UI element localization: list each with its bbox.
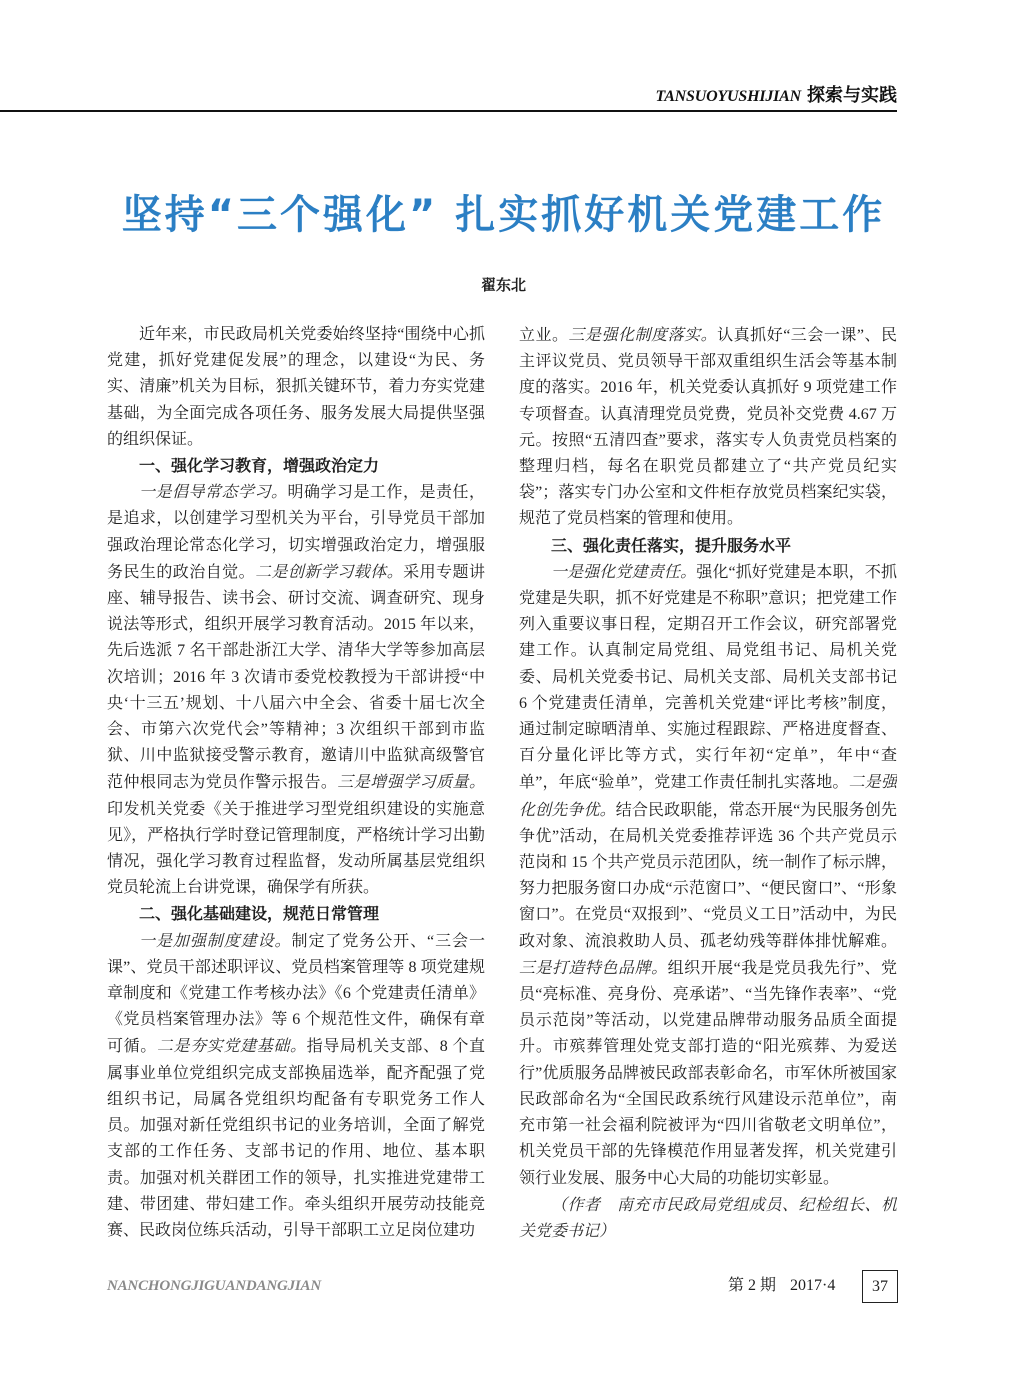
body-text: 结合民政职能，常态开展“为民服务创先争优”活动，在局机关党委推荐评选 36 个共产党员示范岗和 15 个共产党员示范团队，统一制作了标示牌，努力把服务窗口办成“示范窗口”、“便民窗口”、“形象窗口”。在党员“双报到”、“党员义工日”活动中，为民政对象、流浪救助人员、孤老幼残等群体排忧解难。 xyxy=(519,801,897,950)
page-header xyxy=(656,84,897,108)
body-text: 制定了党务公开、“三会一课”、党员干部述职评议、党员档案管理等 8 项党建规章制度和《党建工作考核办法》《6 个党建责任清单》《党员档案管理办法》等 6 个规范性文件，确保有章可循。 xyxy=(107,932,485,1056)
body-text: 采用专题讲座、辅导报告、读书会、研讨交流、调查研究、现身说法等形式，组织开展学习教育活动。2015 年以来，先后选派 7 名干部赴浙江大学、清华大学等参加高层次培训；2016 年 3 次请市委党校教授为干部讲授“中央‘十三五’规划、十八届六中全会、省委十届七次全会、市第六次党代会”等精神；3 次组织干部到市监狱、川中监狱接受警示教育，邀请川中监狱高级警官范仲根同志为党员作警示报告。 xyxy=(107,563,485,792)
section-3-paragraph xyxy=(519,559,897,1192)
issue-number: 第 2 期 xyxy=(728,1277,777,1294)
header-column-name: 探索与实践 xyxy=(807,85,897,106)
emphasis-text: 三是强化制度落实。 xyxy=(568,325,718,344)
emphasis-text: 二是夯实党建基础。 xyxy=(156,1036,307,1056)
body-text: 认真抓好“三会一课”、民主评议党员、党员领导干部双重组织生活会等基本制度的落实。2016 年，机关党委认真抓好 9 项党建工作专项督查。认真清理党员党费，党员补交党费 4.67 万元。按照“五清四查”要求，落实专人负责党员档案的整理归档，每名在职党员都建立了“共产党员纪实袋”；落实专门办公室和文件柜存放党员档案纪实袋，规范了党员档案的管理和使用。 xyxy=(519,327,897,528)
body-text: 强化“抓好党建是本职，不抓党建是失职，抓不好党建是不称职”意识；把党建工作列入重要议事日程，定期召开工作会议，研究部署党建工作。认真制定局党组、局党组书记、局机关党委、局机关党委书记、局机关支部、局机关支部书记 6 个党建责任清单，完善机关党建“评比考核”制度，通过制定晾晒清单、实施过程跟踪、严格进度督查、百分量化评比等方式，实行年初“定单”，年中“查单”，年底“验单”，党建工作责任制扎实落地。 xyxy=(519,563,897,792)
header-rule xyxy=(0,110,897,112)
section-2-paragraph xyxy=(107,928,485,1244)
emphasis-text: 三是打造特色品牌。 xyxy=(519,957,668,977)
right-column xyxy=(519,322,897,1262)
body-text: 印发机关党委《关于推进学习型党组织建设的实施意见》，严格执行学时登记管理制度，严格统计学习出勤情况，强化学习教育过程监督，发动所属基层党组织党员轮流上台讲党课，确保学有所获。 xyxy=(107,800,485,897)
article-title: 坚持“三个强化” 扎实抓好机关党建工作 xyxy=(121,192,886,238)
emphasis-text: 一是倡导常态学习。 xyxy=(139,482,288,502)
emphasis-text: 三是增强学习质量。 xyxy=(337,772,485,792)
emphasis-text: 二是创新学习载体。 xyxy=(255,561,404,581)
page-number: 37 xyxy=(862,1270,898,1303)
emphasis-text: 一是强化党建责任。 xyxy=(551,561,697,581)
author-note: （作者 南充市民政局党组成员、纪检组长、机关党委书记） xyxy=(519,1194,897,1240)
body-text: 指导局机关支部、8 个直属事业单位党组织完成支部换届选举，配齐配强了党组织书记，局属各党组织均配备有专职党务工作人员。加强对新任党组织书记的业务培训，全面了解党支部的工作任务、支部书记的作用、地位、基本职责。加强对机关群团工作的领导，扎实推进党建带工建、带团建、带妇建工作。牵头组织开展劳动技能竞赛、民政岗位练兵活动，引导干部职工立足岗位建功 xyxy=(107,1038,485,1239)
section-1-paragraph xyxy=(107,479,485,901)
article-author: 翟东北 xyxy=(480,276,526,294)
footer-journal-latin: NANCHONGJIGUANDANGJIAN xyxy=(107,1278,321,1294)
section-2-continued-paragraph xyxy=(519,322,897,533)
section-heading-2: 二、强化基础建设，规范日常管理 xyxy=(139,904,380,924)
intro-paragraph: 近年来，市民政局机关党委始终坚持“围绕中心抓党建，抓好党建促发展”的理念，以建设“为民、务实、清廉”机关为目标，狠抓关键环节，着力夯实党建基础，为全面完成各项任务、服务发展大局提供坚强的组织保证。 xyxy=(107,326,485,448)
section-heading-1: 一、强化学习教育，增强政治定力 xyxy=(139,456,380,476)
emphasis-text: 二是强化创先争优。 xyxy=(519,772,897,819)
emphasis-text: 一是加强制度建设。 xyxy=(139,930,292,950)
footer-issue xyxy=(728,1275,835,1297)
left-column xyxy=(107,322,485,1262)
issue-date: 2017·4 xyxy=(790,1277,836,1294)
body-text: 明确学习是工作，是责任，是追求，以创建学习型机关为平台，引导党员干部加强政治理论常态化学习，切实增强政治定力，增强服务民生的政治自觉。 xyxy=(107,484,485,581)
section-heading-3: 三、强化责任落实，提升服务水平 xyxy=(551,535,792,555)
body-text: 组织开展“我是党员我先行”、党员“亮标准、亮身份、亮承诺”、“当先锋作表率”、“党员示范岗”等活动，以党建品牌带动服务品质全面提升。市殡葬管理处党支部打造的“阳光殡葬、为爱送行”优质服务品牌被民政部表彰命名，市军休所被国家民政部命名为“全国民政系统行风建设示范单位”，南充市第一社会福利院被评为“四川省敬老文明单位”，机关党员干部的先锋模范作用显著发挥，机关党建引领行业发展、服务中心大局的功能切实彰显。 xyxy=(519,959,897,1187)
body-text: 立业。 xyxy=(519,327,569,344)
header-journal-latin: TANSUOYUSHIJIAN xyxy=(655,88,801,105)
